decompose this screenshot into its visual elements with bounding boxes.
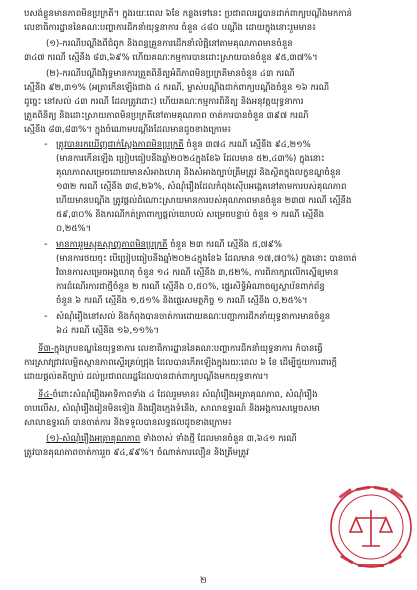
subsection-text: ទាំងចាស់ ទាំងថ្មី ដែលមានចំនួន ៣,៦៤១ ករណី: [140, 434, 297, 444]
body-line-19: វិធានការសម្រេចអង្គហេតុ ចំនួន ១៤ ករណី ស្មើនឹង ៣,៥២%, ការពិភាក្សាលើកស្នើឲ្យមាន: [56, 268, 339, 278]
body-line-31: ត្រូវបានគុណភាពចាត់ការរួច ៩៤,៩៩%។ ចំណាត់ការលឿន និងត្រឹមត្រូវ: [24, 448, 249, 458]
section-number-4: ទី៤-: [38, 390, 53, 400]
body-line-6: ស្មើនឹង ៩២,៣១% (អត្រាកើនឡើងជាង ៤ ករណី, ម្ចាស់បណ្ដឹងដាក់ពាក្យបណ្ដឹងចំនួន ១៦ ករណី: [24, 83, 330, 93]
list-bullet: -: [44, 239, 48, 250]
body-line-9: ស្មើនឹង ៨៣,៨៣%។ ក្នុងចំណោមបណ្ដឹងដែលមានដូចខាងក្រោម៖: [24, 125, 232, 135]
body-line-3: (១)-ករណីបណ្ដឹងពីជំពូក និងពន្ធគ្រួនការដើកនាំលំផ្អិនៅតាមគុណភាពមានចំនួន: [46, 39, 293, 49]
page-number: ២: [200, 576, 207, 586]
list-bullet: -: [44, 139, 48, 150]
body-line-1: បសង់ខ្លួនមានភាពមិនប្រក្រតី។ ក្នុងរយៈពេល ៦ខែ កន្លងទៅនេះ ប្រជាពលរដ្ឋបានដាក់ពាក្យបណ្ដឹងមកកាន់: [24, 9, 353, 19]
list-bullet: -: [44, 311, 48, 322]
body-line-17: [56, 239, 402, 251]
body-line-23: ៦៤ ករណី ស្មើនឹង ១៦,១១%។: [56, 326, 160, 336]
list-heading-rest: ចំនួន ២៣ ករណី ស្មើនឹង ៥,៧៩%: [167, 240, 282, 250]
subsection-heading: (១)-សំណុំរឿងអត្រាគុណភាព: [46, 434, 141, 444]
body-line-7: ដូច្នេះ នៅសល់ ៤៣ ករណី ដែលត្រូវដោះ) ហើយគណៈកម្មការពិនិត្យ និងអនុវត្តយុទ្ធនាការ: [24, 97, 304, 107]
body-line-11: (មានការកើនឡើង ប្រៀបធៀបនឹងឆ្នាំ២០២៤ក្នុងខែ៦ ដែលមាន ៥២,៤៣%) ក្នុងនោះ: [56, 154, 325, 164]
body-line-21: ចំនួន ៦ ករណី ស្មើនឹង ១,៥១% និងផ្ទេរសមត្ថកិច្ច ១ ករណី ស្មើនឹង ០,២៥%។: [56, 296, 308, 306]
body-line-16: ០,២៥%។: [56, 224, 92, 234]
body-line-4: ៣៤៧ ករណី ស្មើនឹង ៨៣,៦៩% ហើយគណៈកម្មការបានដោះស្រាយបានចំនួន ៩៥,៣៧%។: [24, 53, 318, 63]
body-line-30: [46, 433, 346, 445]
body-line-24: [38, 343, 402, 355]
body-line-5: (២)-ករណីបណ្ដឹងវិរុទ្ធមានការត្រួតពិនិត្យអំពីភាពមិនប្រក្រតីមានចំនួន ៤៣ ករណី: [46, 69, 295, 79]
body-line-28: ចាបលើស, សំណុំរឿងរៀនមិនទៀង និងរឿងក្មេងទំនើង, សាលាឧទ្ធរណ៍ និងអង្គការសម្ដេចសមា: [24, 404, 320, 414]
body-line-27: [38, 389, 402, 401]
body-line-29: សាលាឧទ្ធរណ៍ បានចាត់ការ និងទទួលបានលទ្ធផលដូចខាងក្រោម៖: [24, 418, 232, 428]
body-line-13: ១៣២ ករណី ស្មើនឹង ៣៨,២៦%, សំណុំរឿងដែលកំពុងស៊ើបអង្កេតនៅតាមការបស់គុណភាព: [56, 182, 347, 192]
body-line-18: (មានការថយចុះ បើប្រៀបធៀបនឹងឆ្នាំ២០២៤ក្នុងខែ៦ ដែលមាន ១៧,៧០%) ក្នុងនោះ បានចាត់: [56, 254, 357, 264]
body-line-15: ៥៩,៣០% និងករណីកត់ត្រាពាក្យផ្ដល់យោបល់ សម្រេចបន្ទាប់ ចំនួន ១ ករណី ស្មើនឹង: [56, 210, 325, 220]
body-line-22: សំណុំរឿងនៅសល់ និងកំពុងបានចាត់ការដោយគណៈបញ្ហាការដឹកនាំយុទ្ធនាការមានចំនួន: [56, 312, 331, 322]
section-number-3: ទី៣-: [38, 344, 54, 354]
body-line-26: ដោយផ្ដល់គតិច្បាប់ ដល់ប្រជាពលរដ្ឋដែលបានដាក់ពាក្យបណ្ដឹងមកយុទ្ធនាការ។: [24, 372, 269, 382]
list-heading-rest: ចំនួន ៣៧៤ ករណី ស្មើនឹង ៩៤,២១%: [183, 140, 311, 150]
official-seal-stamp: [328, 484, 414, 570]
body-line-12: គុណភាពសម្រេចដោយមានសំអាងហេតុ និងសំអាងច្បាប់ត្រឹមត្រូវ និងស្ថិតក្នុងលក្ខខណ្ឌចំនួន: [56, 168, 341, 178]
section-text: ក្នុងក្របខណ្ឌនៃយុទ្ធនាការ លេខាធិការដ្ឋាននៃគណៈបញ្ហាការដឹកនាំយុទ្ធនាការ ក៏បានធ្វើ: [53, 344, 323, 354]
body-line-8: ត្រួតពិនិត្យ និងដោះស្រាយភាពមិនប្រក្រតីនៅតាមគុណភាព ចាត់ការបានចំនួន ៣៩៧ ករណី: [24, 111, 309, 121]
list-heading-complex: មានការរួមស្មុគស្មាញភាពមិនប្រក្រតី: [56, 240, 168, 250]
body-line-20: ការដំណើរការជាថ្មីចំនួន ២ ករណី ស្មើនឹង ០,៥០%, ផ្ទេរសិទ្ធិអំណាចឲ្យស្ថាប័នពាក់ព័ន្ធ: [56, 282, 325, 292]
body-line-25: ការស្រាវជ្រាវលម្អិតស្ថានភាពស្ទើរគ្រប់ជ្រុង ដែលបានកើតឡើងក្នុងរយៈពេល ៦ ខែ ដើម្បីជួយការពារក្ដី: [24, 358, 337, 368]
body-line-10: [56, 139, 402, 151]
section-text: ចំពោះសំណុំរឿងអាទិភាពទាំង ៤ ដែលរួមមាន៖ សំណុំរឿងអត្រាគុណភាព, សំណុំរឿង: [52, 390, 318, 400]
list-heading-found: ត្រូវបានរកឃើញជាក់ស្ដែងភាពមិនប្រក្រតី: [56, 140, 184, 150]
body-line-14: ហើយមានបណ្ដឹង ត្រូវផ្ដល់ដំណោះស្រាយមានការបស់គុណភាពមានចំនួន ២៣៧ ករណី ស្មើនឹង: [56, 196, 352, 206]
body-line-2: លេខាធិការដ្ឋាននៃគណៈបញ្ហាការដឹកនាំយុទ្ធនាការ ចំនួន ៤៨០ បណ្ដឹង ដោយក្នុងនោះរួមមាន៖: [24, 23, 317, 33]
